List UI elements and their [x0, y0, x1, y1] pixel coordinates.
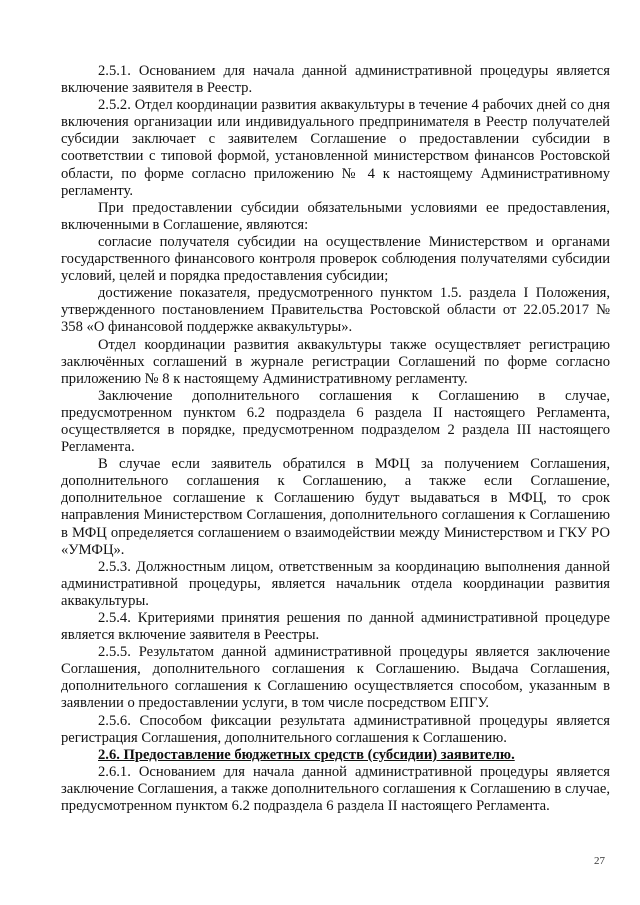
page-number: 27 [594, 855, 605, 867]
paragraph-condition-indicator: достижение показателя, предусмотренного пунктом 1.5. раздела I Положения, утвержденного постановлением Правительства Ростовской области от 22.05.2017 № 358 «О финансовой поддержке аквакультуры». [61, 285, 610, 336]
paragraph-2-5-3: 2.5.3. Должностным лицом, ответственным за координацию выполнения данной административной процедуры, является начальник отдела координации развития аквакультуры. [61, 558, 610, 609]
document-body [61, 63, 610, 815]
paragraph-2-5-1: 2.5.1. Основанием для начала данной административной процедуры является включение заявителя в Реестр. [61, 63, 610, 97]
paragraph-condition-consent: согласие получателя субсидии на осуществление Министерством и органами государственного финансового контроля проверок соблюдения получателями субсидии условий, целей и порядка предоставления субсидии; [61, 233, 610, 285]
section-heading-2-6: 2.6. Предоставление бюджетных средств (субсидии) заявителю. [98, 746, 515, 763]
paragraph-registration: Отдел координации развития аквакультуры также осуществляет регистрацию заключённых соглашений в журнале регистрации Соглашений по форме согласно приложению № 8 к настоящему Административному регламенту. [61, 336, 610, 387]
paragraph-2-6-1: 2.6.1. Основанием для начала данной административной процедуры является заключение Соглашения, а также дополнительного соглашения к Соглашению в случае, предусмотренном пунктом 6.2 подраздела 6 раздела II настоящего Регламента. [61, 763, 610, 815]
paragraph-2-5-5: 2.5.5. Результатом данной административной процедуры является заключение Соглашения, дополнительного соглашения к Соглашению. Выдача Соглашения, дополнительного соглашения к Соглашению осуществляется способом, указанным в заявлении о предоставлении услуги, в том числе посредством ЕПГУ. [61, 644, 610, 712]
paragraph-mfc: В случае если заявитель обратился в МФЦ за получением Соглашения, дополнительного соглашения к Соглашению, а также если Соглашение, дополнительное соглашение к Соглашению будут выдаваться в МФЦ, то срок направления Министерством Соглашения, дополнительного соглашения к Соглашению в МФЦ определяется соглашением о взаимодействии между Министерством и ГКУ РО «УМФЦ». [61, 456, 610, 558]
paragraph-2-5-2: 2.5.2. Отдел координации развития аквакультуры в течение 4 рабочих дней со дня включения организации или индивидуального предпринимателя в Реестр получателей субсидии заключает с заявителем Соглашение о предоставлении субсидии в соответствии с типовой формой, установленной министерством финансов Ростовской области, по форме согласно приложению № 4 к настоящему Административному регламенту. [61, 97, 610, 199]
paragraph-conditions-intro: При предоставлении субсидии обязательными условиями ее предоставления, включенными в Соглашение, являются: [61, 199, 610, 233]
paragraph-2-5-6: 2.5.6. Способом фиксации результата административной процедуры является регистрация Соглашения, дополнительного соглашения к Соглашению. [61, 712, 610, 746]
paragraph-2-5-4: 2.5.4. Критериями принятия решения по данной административной процедуре является включение заявителя в Реестры. [61, 610, 610, 644]
paragraph-additional-agreement: Заключение дополнительного соглашения к Соглашению в случае, предусмотренном пунктом 6.2 подраздела 6 раздела II настоящего Регламента, осуществляется в порядке, предусмотренном подразделом 2 раздела III настоящего Регламента. [61, 387, 610, 456]
